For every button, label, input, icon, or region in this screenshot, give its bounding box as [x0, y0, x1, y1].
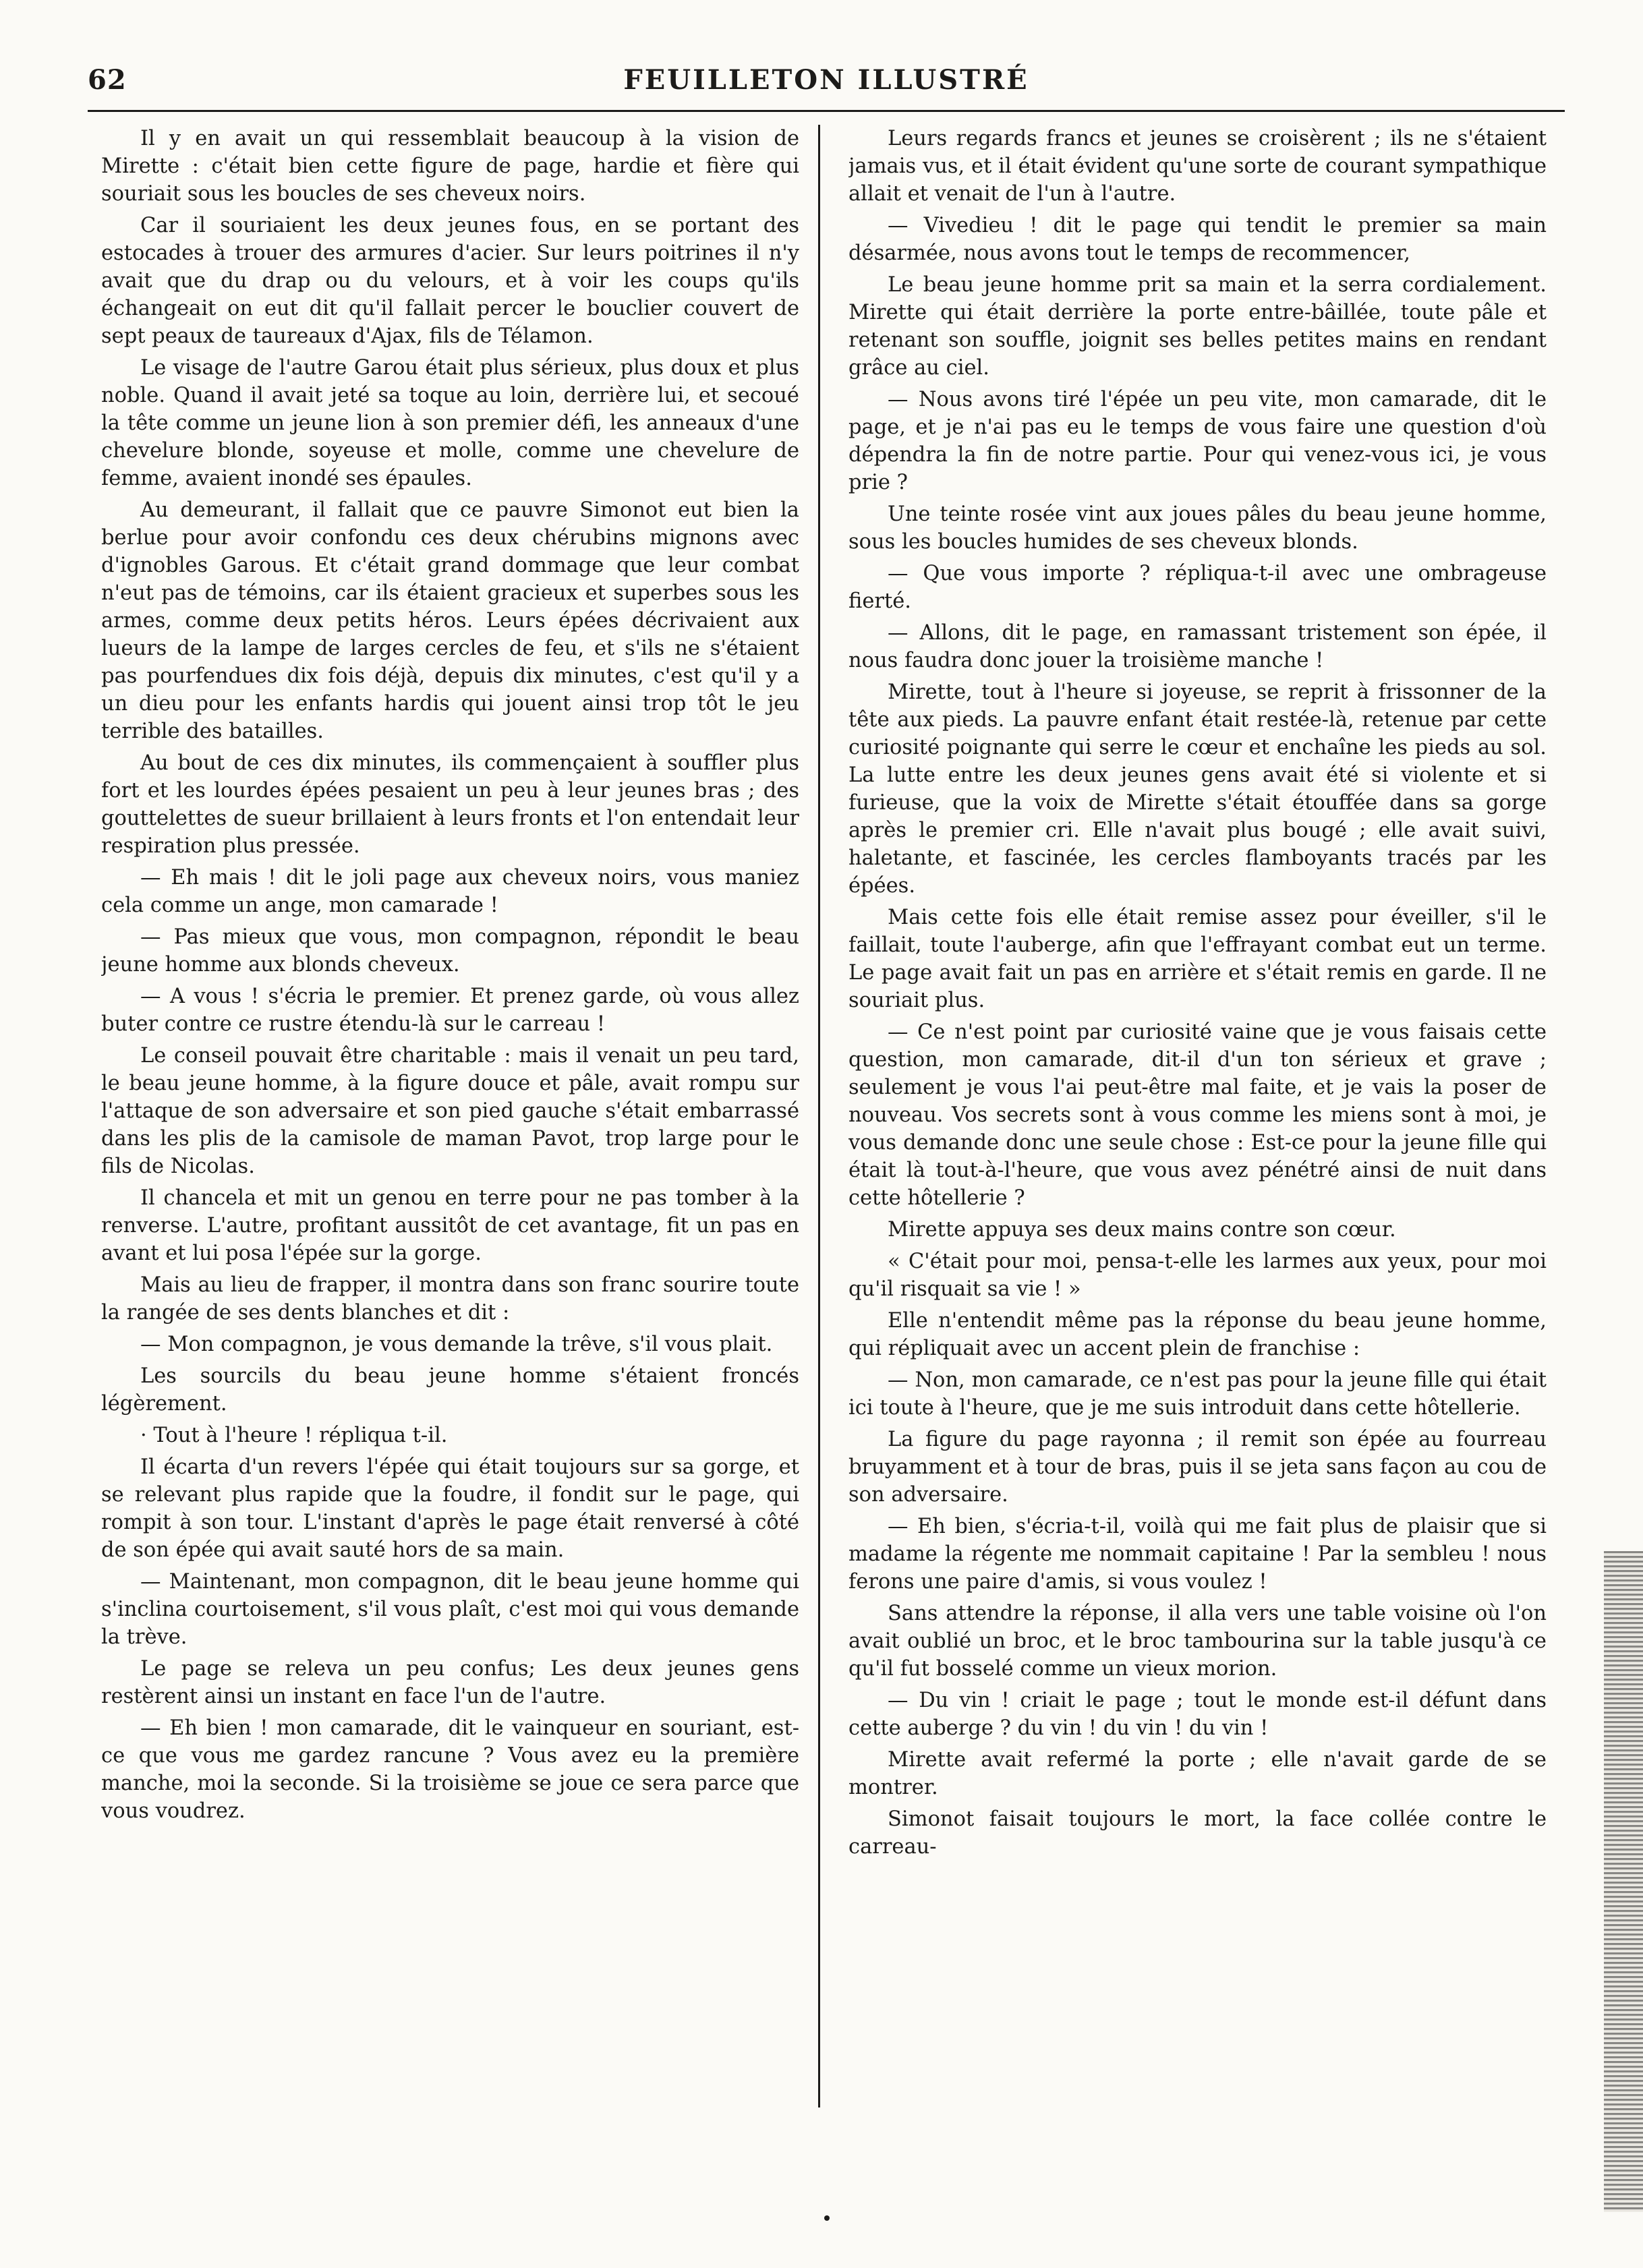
paragraph: — Mon compagnon, je vous demande la trêve, s'il vous plait.: [140, 1333, 773, 1356]
paragraph: — Maintenant, mon compagnon, dit le beau jeune homme qui s'inclina courtoisement, s'il vous plaît, c'est moi qui vous demande la trève.: [101, 1570, 799, 1649]
paragraph: — Eh bien ! mon camarade, dit le vainqueur en souriant, est-ce que vous me gardez rancune ? Vous avez eu la première manche, moi la seconde. Si la troisième se joue ce sera parce que vous voudrez.: [101, 1716, 799, 1823]
paragraph: — Du vin ! criait le page ; tout le monde est-il défunt dans cette auberge ? du vin ! du vin ! du vin !: [848, 1689, 1547, 1740]
paragraph: — Que vous importe ? répliqua-t-il avec une ombrageuse fierté.: [848, 562, 1547, 613]
ink-dot: [824, 2215, 830, 2221]
paragraph: — Eh mais ! dit le joli page aux cheveux noirs, vous maniez cela comme un ange, mon camarade !: [101, 866, 799, 917]
paragraph: Le page se releva un peu confus; Les deux jeunes gens restèrent ainsi un instant en face l'un de l'autre.: [101, 1657, 799, 1708]
page-number: 62: [88, 64, 127, 96]
running-title: FEUILLETON ILLUSTRÉ: [623, 64, 1029, 96]
paragraph: — A vous ! s'écria le premier. Et prenez garde, où vous allez buter contre ce rustre étendu-là sur le carreau !: [101, 985, 799, 1036]
left-column: [101, 125, 799, 2148]
paragraph: Mais cette fois elle était remise assez pour éveiller, s'il le faillait, toute l'auberge, afin que l'effrayant combat eut un terme. Le page avait fait un pas en arrière et s'était remis en garde. Il ne souriait plus.: [848, 906, 1547, 1012]
paragraph: — Eh bien, s'écria-t-il, voilà qui me fait plus de plaisir que si madame la régente me nommait capitaine ! Par la sembleu ! nous ferons une paire d'amis, si vous voulez !: [848, 1515, 1547, 1594]
paragraph: Le beau jeune homme prit sa main et la serra cordialement. Mirette qui était derrière la porte entre-bâillée, toute pâle et retenant son souffle, joignit ses belles petites mains en rendant grâce au ciel.: [848, 273, 1547, 380]
paragraph: · Tout à l'heure ! répliqua t-il.: [140, 1424, 448, 1447]
paragraph: Il y en avait un qui ressemblait beaucoup à la vision de Mirette : c'était bien cette figure de page, hardie et fière qui souriait sous les boucles de ses cheveux noirs.: [101, 127, 799, 206]
scan-edge-artifact: [1604, 1551, 1643, 2212]
page-header: [88, 57, 1565, 105]
paragraph: Les sourcils du beau jeune homme s'étaient froncés légèrement.: [101, 1364, 799, 1416]
paragraph: Une teinte rosée vint aux joues pâles du beau jeune homme, sous les boucles humides de ses cheveux blonds.: [848, 502, 1547, 554]
paragraph: Le visage de l'autre Garou était plus sérieux, plus doux et plus noble. Quand il avait jeté sa toque au loin, derrière lui, et secoué la tête comme un jeune lion à son premier défi, les anneaux d'une chevelure blonde, soyeuse et molle, comme une chevelure de femme, avaient inondé ses épaules.: [101, 356, 799, 490]
paragraph: Mais au lieu de frapper, il montra dans son franc sourire toute la rangée de ses dents blanches et dit :: [101, 1273, 799, 1325]
paragraph: « C'était pour moi, pensa-t-elle les larmes aux yeux, pour moi qu'il risquait sa vie ! »: [848, 1250, 1547, 1301]
paragraph: Il chancela et mit un genou en terre pour ne pas tomber à la renverse. L'autre, profitant aussitôt de cet avantage, fit un pas en avant et lui posa l'épée sur la gorge.: [101, 1186, 799, 1265]
paragraph: Mirette appuya ses deux mains contre son cœur.: [888, 1218, 1396, 1242]
paragraph: Car il souriaient les deux jeunes fous, en se portant des estocades à trouer des armures d'acier. Sur leurs poitrines il n'y avait que du drap ou du velours, et à voir les coups qu'ils échangeait on eut dit qu'il fallait percer le bouclier couvert de sept peaux de taureaux d'Ajax, fils de Télamon.: [101, 214, 799, 348]
paragraph: — Ce n'est point par curiosité vaine que je vous faisais cette question, mon camarade, dit-il d'un ton sérieux et grave ; seulement je vous l'ai peut-être mal faite, et je vais la poser de nouveau. Vos secrets sont à vous comme les miens sont à moi, je vous demande donc une seule chose : Est-ce pour la jeune fille qui était là tout-à-l'heure, que vous avez pénétré ainsi de nuit dans cette hôtellerie ?: [848, 1020, 1547, 1210]
paragraph: — Non, mon camarade, ce n'est pas pour la jeune fille qui était ici toute à l'heure, que je me suis introduit dans cette hôtellerie.: [848, 1368, 1547, 1420]
right-column: [848, 125, 1547, 2148]
paragraph: Mirette, tout à l'heure si joyeuse, se reprit à frissonner de la tête aux pieds. La pauvre enfant était restée-là, retenue par cette curiosité poignante qui serre le cœur et enchaîne les pieds au sol. La lutte entre les deux jeunes gens avait été si violente et si furieuse, que la voix de Mirette s'était étouffée dans sa gorge après le premier cri. Elle n'avait plus bougé ; elle avait suivi, haletante, et fascinée, les cercles flamboyants tracés par les épées.: [848, 680, 1547, 898]
paragraph: Sans attendre la réponse, il alla vers une table voisine où l'on avait oublié un broc, et le broc tambourina sur la table jusqu'à ce qu'il fut bosselé comme un vieux morion.: [848, 1602, 1547, 1681]
paragraph: Simonot faisait toujours le mort, la face collée contre le carreau-: [848, 1807, 1547, 1859]
paragraph: La figure du page rayonna ; il remit son épée au fourreau bruyamment et à tour de bras, puis il se jeta sans façon au cou de son adversaire.: [848, 1428, 1547, 1507]
paragraph: — Vivedieu ! dit le page qui tendit le premier sa main désarmée, nous avons tout le temps de recommencer,: [848, 214, 1547, 265]
paragraph: Mirette avait refermé la porte ; elle n'avait garde de se montrer.: [848, 1748, 1547, 1799]
paragraph: Au demeurant, il fallait que ce pauvre Simonot eut bien la berlue pour avoir confondu ces deux chérubins mignons avec d'ignobles Garous. Et c'était grand dommage que leur combat n'eut pas de témoins, car ils étaient gracieux et superbes sous les armes, comme deux petits héros. Leurs épées décrivaient aux lueurs de la lampe de larges cercles de feu, et s'ils ne s'étaient pas pourfendues dix fois déjà, depuis dix minutes, c'est qu'il y a un dieu pour les enfants hardis qui jouent ainsi trop tôt le jeu terrible des batailles.: [101, 498, 799, 743]
paragraph: Le conseil pouvait être charitable : mais il venait un peu tard, le beau jeune homme, à la figure douce et pâle, avait rompu sur l'attaque de son adversaire et son pied gauche s'était embarrassé dans les plis de la camisole de maman Pavot, trop large pour le fils de Nicolas.: [101, 1044, 799, 1178]
paragraph: — Pas mieux que vous, mon compagnon, répondit le beau jeune homme aux blonds cheveux.: [101, 925, 799, 977]
paragraph: Il écarta d'un revers l'épée qui était toujours sur sa gorge, et se relevant plus rapide que la foudre, il fondit sur le page, qui rompit à son tour. L'instant d'après le page était renversé à côté de son épée qui avait sauté hors de sa main.: [101, 1455, 799, 1562]
paragraph: — Allons, dit le page, en ramassant tristement son épée, il nous faudra donc jouer la troisième manche !: [848, 621, 1547, 672]
paragraph: — Nous avons tiré l'épée un peu vite, mon camarade, dit le page, et je n'ai pas eu le temps de vous faire une question d'où dépendra la fin de notre partie. Pour qui venez-vous ici, je vous prie ?: [848, 388, 1547, 494]
paragraph: Au bout de ces dix minutes, ils commençaient à souffler plus fort et les lourdes épées pesaient un peu à leur jeunes bras ; des gouttelettes de sueur brillaient à leurs fronts et l'on entendait leur respiration plus pressée.: [101, 751, 799, 858]
header-rule: [88, 110, 1565, 112]
paragraph: Elle n'entendit même pas la réponse du beau jeune homme, qui répliquait avec un accent plein de franchise :: [848, 1309, 1547, 1360]
column-divider: [818, 125, 820, 2107]
paragraph: Leurs regards francs et jeunes se croisèrent ; ils ne s'étaient jamais vus, et il était évident qu'une sorte de courant sympathique allait et venait de l'un à l'autre.: [848, 127, 1547, 206]
